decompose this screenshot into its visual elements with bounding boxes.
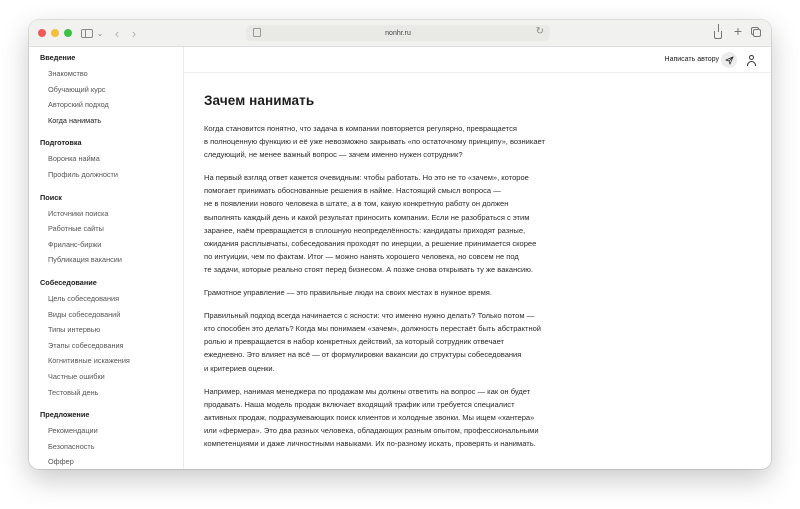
sidebar-item-hiring-funnel[interactable]: Воронка найма [48, 154, 100, 164]
text-line: Грамотное управление — это правильные люди на своих местах в нужное время. [204, 288, 492, 298]
article [204, 93, 604, 460]
sidebar-item-security[interactable]: Безопасность [48, 441, 95, 451]
page-title: Зачем нанимать [204, 93, 315, 108]
forward-chevron-icon[interactable]: › [131, 25, 137, 41]
sidebar-item-trial-day[interactable]: Тестовый день [48, 387, 99, 397]
write-author-link[interactable]: Написать автору [664, 56, 719, 63]
sidebar-section-preparation [29, 135, 183, 182]
text-line: ожидания расплывчаты, собеседования проходят по инерции, а решение принимается скорее [204, 238, 537, 248]
user-profile-button[interactable] [743, 52, 759, 68]
text-line: или «фермера». Это два разных человека, обладающих разным опытом, профессиональными [204, 425, 539, 435]
reload-icon[interactable]: ↻ [535, 26, 544, 37]
text-line: Например, нанимая менеджера по продажам мы должны ответить на вопрос — как он будет [204, 386, 531, 396]
title-bar [29, 20, 771, 47]
page-icon [253, 28, 261, 37]
sidebar-section-title: Подготовка [40, 138, 82, 148]
share-icon[interactable] [711, 25, 725, 41]
text-line: компетенциями и даже личностными навыками. Их по-разному искать, проверять и нанимать. [204, 438, 536, 448]
text-line: не в появлении нового человека в штате, а в том, какую конкретную работу он должен [204, 199, 509, 209]
article-paragraph [204, 122, 604, 161]
sidebar-section-intro [29, 50, 183, 128]
text-line: заранее, наём превращается в сплошную неопределённость: кандидаты приходят разные, [204, 225, 526, 235]
sidebar-item-job-sites[interactable]: Работные сайты [48, 224, 104, 234]
sidebar-item-search-sources[interactable]: Источники поиска [48, 208, 109, 218]
text-line: продавать. Наша модель продаж включает входящий трафик или требуется специалист [204, 399, 515, 409]
sidebar-section-offer [29, 407, 183, 469]
send-message-button[interactable] [721, 52, 737, 68]
sidebar-section-search [29, 190, 183, 268]
text-line: выполнять каждый день и какой результат приносить компании. Если не разобраться с этим [204, 212, 530, 222]
new-tab-plus-icon[interactable]: + [733, 23, 743, 39]
text-line: по интуиции, чем по фактам. Итог — можно нанять хорошего человека, но совсем не под [204, 251, 519, 261]
back-chevron-icon[interactable]: ‹ [114, 25, 120, 41]
sidebar-section-title: Поиск [40, 192, 62, 202]
main-content [184, 47, 771, 469]
text-line: те задачи, которые реально стоят перед бизнесом. А позже снова открывать ту же вакансию. [204, 264, 533, 274]
text-line: На первый взгляд ответ кажется очевидным: чтобы работать. Но это не то «зачем», которое [204, 173, 529, 183]
sidebar-toggle-icon[interactable] [79, 25, 95, 41]
close-window-icon[interactable] [38, 29, 46, 37]
minimize-window-icon[interactable] [51, 29, 59, 37]
text-line: следующий, не менее важный вопрос — зачем именно нужен сотрудник? [204, 150, 463, 160]
sidebar-item-job-profile[interactable]: Профиль должности [48, 169, 118, 179]
window-controls [38, 29, 72, 37]
sidebar-section-title: Предложение [40, 410, 90, 420]
sidebar-item-interview-goal[interactable]: Цель собеседования [48, 293, 120, 303]
content-header [184, 47, 771, 73]
article-paragraph [204, 385, 604, 450]
sidebar-item-interview-types[interactable]: Типы интервью [48, 325, 101, 335]
sidebar-item-cognitive-biases[interactable]: Когнитивные искажения [48, 356, 130, 366]
address-bar[interactable] [246, 25, 550, 41]
sidebar-item-interview-stages[interactable]: Этапы собеседования [48, 340, 124, 350]
text-line: Когда становится понятно, что задача в компании повторяется регулярно, превращается [204, 124, 517, 133]
chevron-down-icon[interactable]: ⌄ [96, 28, 104, 38]
text-line: в полноценную функцию и её уже невозможно закрывать «по остаточному принципу», возникает [204, 137, 545, 147]
sidebar-item-recommendations[interactable]: Рекомендации [48, 426, 98, 436]
text-line: Правильный подход всегда начинается с ясности: что именно нужно делать? Только потом — [204, 311, 535, 321]
sidebar-section-title: Собеседование [40, 277, 97, 287]
text-line: кто способен это делать? Когда мы понимаем «зачем», должность перестаёт быть абстрактной [204, 324, 542, 334]
docs-sidebar [29, 47, 184, 469]
sidebar-section-title: Введение [40, 53, 76, 62]
sidebar-item-when-to-hire[interactable]: Когда нанимать [48, 115, 102, 125]
maximize-window-icon[interactable] [64, 29, 72, 37]
sidebar-item-offer[interactable]: Оффер [48, 457, 74, 467]
tab-overview-icon[interactable] [749, 25, 763, 41]
browser-window [29, 20, 771, 469]
paper-plane-icon [725, 56, 734, 65]
sidebar-item-vacancy-publication[interactable]: Публикация вакансии [48, 255, 122, 265]
sidebar-item-author-approach[interactable]: Авторский подход [48, 100, 109, 110]
text-line: ежедневно. Это влияет на всё — от формулировки вакансии до структуры собеседования [204, 350, 522, 360]
sidebar-section-interview [29, 275, 183, 400]
text-line: ролью и превращается в набор конкретных действий, за который сотрудник отвечает [204, 337, 505, 347]
url-text[interactable]: nonhr.ru [385, 29, 411, 37]
text-line: активных продаж, подразумевающих поиск клиентов и холодные звонки. Мы ищем «хантера» [204, 412, 535, 422]
sidebar-item-course[interactable]: Обучающий курс [48, 84, 106, 94]
text-line: помогает принимать обоснованные решения в найме. Настоящий смысл вопроса — [204, 186, 501, 196]
sidebar-item-interview-kinds[interactable]: Виды собеседований [48, 309, 121, 319]
article-paragraph [204, 309, 604, 374]
sidebar-item-znakomstvo[interactable]: Знакомство [48, 69, 88, 78]
text-line: и критериев оценки. [204, 363, 275, 373]
article-paragraph [204, 171, 604, 276]
sidebar-item-common-mistakes[interactable]: Частные ошибки [48, 371, 105, 381]
sidebar-item-freelance[interactable]: Фриланс-биржи [48, 239, 102, 249]
article-paragraph [204, 286, 604, 299]
